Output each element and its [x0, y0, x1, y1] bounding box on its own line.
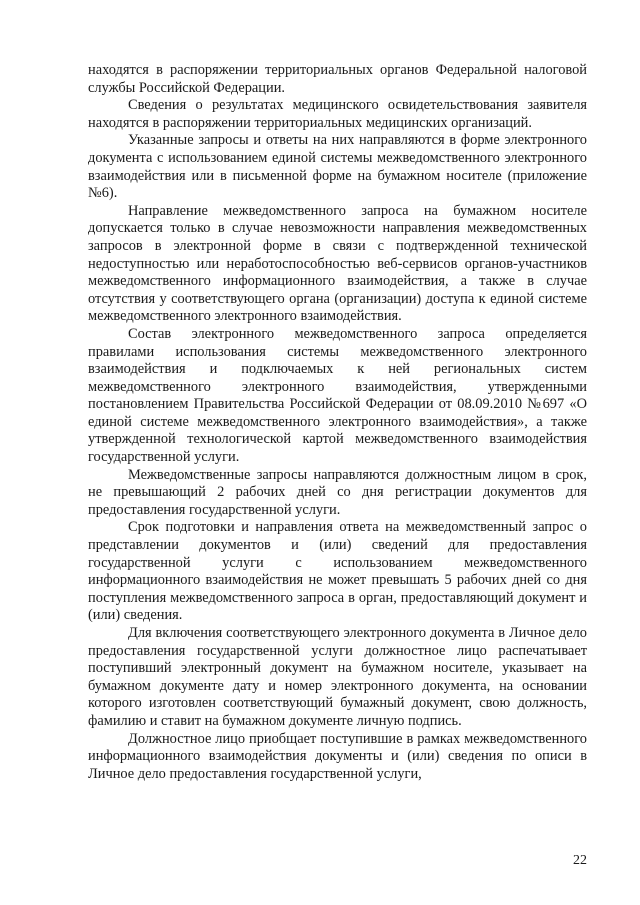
paragraph-request-composition: Состав электронного межведомственного запроса определяется правилами использования системы межведомственного электронного взаимодействия и подключаемых к ней региональных систем межведомственного электронного взаимодействия, утвержденными постановлением Правительства Российской Федерации от 08.09.2010 №697 «О единой системе межведомственного электронного взаимодействия», а также утвержденной технологической картой межведомственного взаимодействия государственной услуги.: [88, 325, 587, 466]
page-number: 22: [573, 853, 587, 868]
paragraph-personal-file: Для включения соответствующего электронного документа в Личное дело предоставления государственной услуги должностное лицо распечатывает поступивший электронный документ на бумажном носителе, указывает на бумажном документе дату и номер электронного документа, на основании которого изготовлен соответствующий бумажный документ, свою должность, фамилию и ставит на бумажном документе личную подпись.: [88, 625, 587, 729]
paragraph-response-deadline: Срок подготовки и направления ответа на межведомственный запрос о представлении документов и (или) сведений для предоставления государственной услуги с использованием межведомственного информационного взаимодействия не может превышать 5 рабочих дней со дня поступления межведомственного запроса в орган, предоставляющий документ и (или) сведения.: [88, 519, 587, 624]
paragraph-attach-documents: Должностное лицо приобщает поступившие в рамках межведомственного информационного взаимодействия документы и (или) сведения по описи в Личное дело предоставления государственной услуги,: [88, 730, 587, 782]
paragraph-request-forms: Указанные запросы и ответы на них направляются в форме электронного документа с использованием единой системы межведомственного электронного взаимодействия или в письменной форме на бумажном носителе (приложение №6).: [88, 132, 587, 202]
paragraph-medical-info: Сведения о результатах медицинского освидетельствования заявителя находятся в распоряжении территориальных медицинских организаций.: [88, 97, 587, 131]
paragraph-request-deadline: Межведомственные запросы направляются должностным лицом в срок, не превышающий 2 рабочих дней со дня регистрации документов для предоставления государственной услуги.: [88, 466, 587, 518]
paragraph-continuation: находятся в распоряжении территориальных органов Федеральной налоговой службы Российской Федерации.: [88, 62, 587, 96]
paragraph-paper-request: Направление межведомственного запроса на бумажном носителе допускается только в случае невозможности направления межведомственных запросов в электронной форме в связи с подтвержденной технической недоступностью или неработоспособностью веб-сервисов органов-участников межведомственного информационного взаимодействия, а также в случае отсутствия у соответствующего органа (организации) доступа к единой системе межведомственного электронного взаимодействия.: [88, 202, 587, 325]
